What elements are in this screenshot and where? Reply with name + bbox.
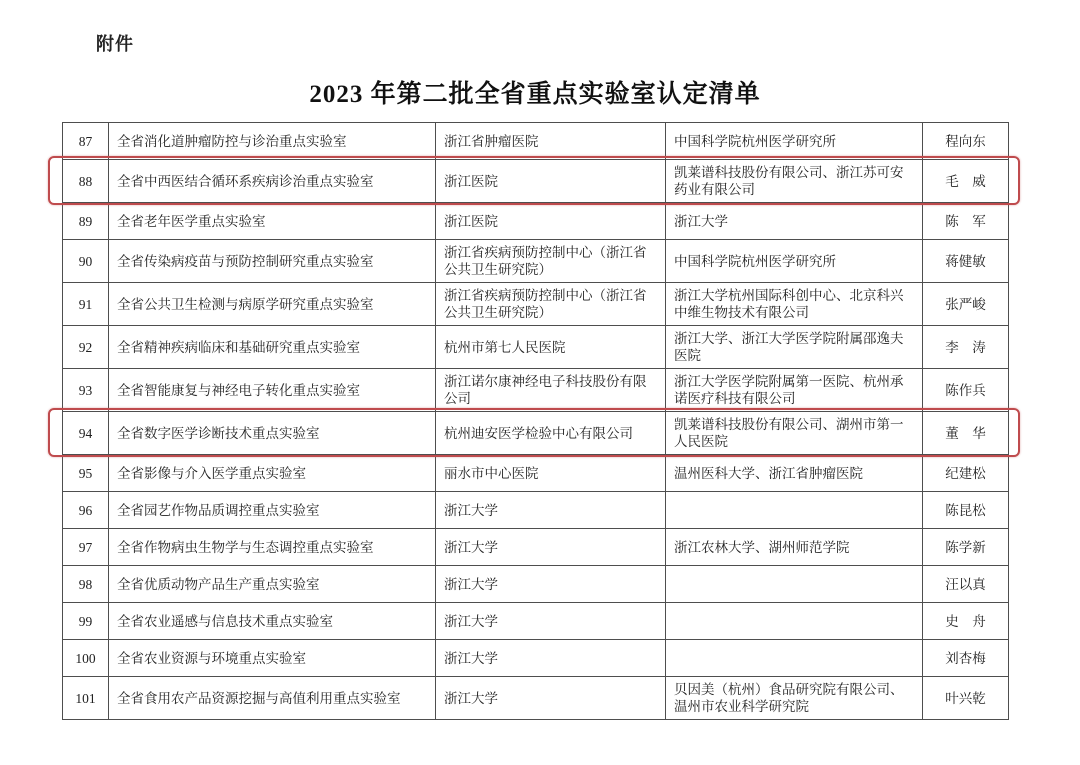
partner-institutions-cell: [666, 492, 923, 529]
table-row: [63, 203, 1009, 240]
table-row: [63, 283, 1009, 326]
table-row: [63, 492, 1009, 529]
lab-name-cell: 全省影像与介入医学重点实验室: [109, 455, 436, 492]
leader-name-cell: 陈学新: [923, 529, 1009, 566]
lab-name-cell: 全省食用农产品资源挖掘与高值利用重点实验室: [109, 677, 436, 720]
partner-institutions-cell: [666, 640, 923, 677]
row-number-cell: 95: [63, 455, 109, 492]
lab-table-wrap: [62, 122, 1008, 720]
partner-institutions-cell: [666, 603, 923, 640]
page-title: 2023 年第二批全省重点实验室认定清单: [309, 81, 761, 108]
row-number-cell: 91: [63, 283, 109, 326]
row-number-cell: 99: [63, 603, 109, 640]
host-institution-cell: 浙江医院: [436, 203, 666, 240]
row-number-cell: 93: [63, 369, 109, 412]
host-institution-cell: 浙江大学: [436, 603, 666, 640]
partner-institutions-cell: [666, 566, 923, 603]
table-row: [63, 603, 1009, 640]
lab-name-cell: 全省园艺作物品质调控重点实验室: [109, 492, 436, 529]
leader-name-cell: 纪建松: [923, 455, 1009, 492]
partner-institutions-cell: 中国科学院杭州医学研究所: [666, 123, 923, 160]
lab-name-cell: 全省农业资源与环境重点实验室: [109, 640, 436, 677]
leader-name-cell: 陈昆松: [923, 492, 1009, 529]
row-number-cell: 98: [63, 566, 109, 603]
host-institution-cell: 浙江诺尔康神经电子科技股份有限公司: [436, 369, 666, 412]
row-number-cell: 88: [63, 160, 109, 203]
lab-name-cell: 全省传染病疫苗与预防控制研究重点实验室: [109, 240, 436, 283]
host-institution-cell: 杭州市第七人民医院: [436, 326, 666, 369]
lab-name-cell: 全省农业遥感与信息技术重点实验室: [109, 603, 436, 640]
row-number-cell: 100: [63, 640, 109, 677]
leader-name-cell: 陈作兵: [923, 369, 1009, 412]
host-institution-cell: 浙江省疾病预防控制中心（浙江省公共卫生研究院）: [436, 283, 666, 326]
table-row: [63, 160, 1009, 203]
host-institution-cell: 浙江医院: [436, 160, 666, 203]
host-institution-cell: 丽水市中心医院: [436, 455, 666, 492]
lab-name-cell: 全省智能康复与神经电子转化重点实验室: [109, 369, 436, 412]
partner-institutions-cell: 凯莱谱科技股份有限公司、浙江苏可安药业有限公司: [666, 160, 923, 203]
lab-name-cell: 全省精神疾病临床和基础研究重点实验室: [109, 326, 436, 369]
partner-institutions-cell: 浙江大学、浙江大学医学院附属邵逸夫医院: [666, 326, 923, 369]
leader-name-cell: 刘杏梅: [923, 640, 1009, 677]
leader-name-cell: 陈 军: [923, 203, 1009, 240]
row-number-cell: 90: [63, 240, 109, 283]
host-institution-cell: 浙江省肿瘤医院: [436, 123, 666, 160]
attachment-label: 附件: [96, 34, 134, 54]
table-row: [63, 529, 1009, 566]
leader-name-cell: 董 华: [923, 412, 1009, 455]
row-number-cell: 101: [63, 677, 109, 720]
partner-institutions-cell: 凯莱谱科技股份有限公司、湖州市第一人民医院: [666, 412, 923, 455]
table-row: [63, 640, 1009, 677]
leader-name-cell: 程向东: [923, 123, 1009, 160]
row-number-cell: 89: [63, 203, 109, 240]
partner-institutions-cell: 浙江农林大学、湖州师范学院: [666, 529, 923, 566]
host-institution-cell: 浙江大学: [436, 529, 666, 566]
host-institution-cell: 浙江大学: [436, 492, 666, 529]
partner-institutions-cell: 温州医科大学、浙江省肿瘤医院: [666, 455, 923, 492]
row-number-cell: 94: [63, 412, 109, 455]
lab-name-cell: 全省消化道肿瘤防控与诊治重点实验室: [109, 123, 436, 160]
table-row: [63, 240, 1009, 283]
lab-name-cell: 全省作物病虫生物学与生态调控重点实验室: [109, 529, 436, 566]
table-row: [63, 123, 1009, 160]
partner-institutions-cell: 浙江大学杭州国际科创中心、北京科兴中维生物技术有限公司: [666, 283, 923, 326]
partner-institutions-cell: 贝因美（杭州）食品研究院有限公司、温州市农业科学研究院: [666, 677, 923, 720]
partner-institutions-cell: 浙江大学: [666, 203, 923, 240]
lab-name-cell: 全省数字医学诊断技术重点实验室: [109, 412, 436, 455]
table-row: [63, 455, 1009, 492]
lab-name-cell: 全省中西医结合循环系疾病诊治重点实验室: [109, 160, 436, 203]
leader-name-cell: 毛 威: [923, 160, 1009, 203]
row-number-cell: 92: [63, 326, 109, 369]
host-institution-cell: 浙江大学: [436, 640, 666, 677]
lab-name-cell: 全省公共卫生检测与病原学研究重点实验室: [109, 283, 436, 326]
partner-institutions-cell: 浙江大学医学院附属第一医院、杭州承诺医疗科技有限公司: [666, 369, 923, 412]
row-number-cell: 97: [63, 529, 109, 566]
lab-name-cell: 全省老年医学重点实验室: [109, 203, 436, 240]
host-institution-cell: 浙江大学: [436, 566, 666, 603]
host-institution-cell: 浙江大学: [436, 677, 666, 720]
lab-name-cell: 全省优质动物产品生产重点实验室: [109, 566, 436, 603]
leader-name-cell: 叶兴乾: [923, 677, 1009, 720]
leader-name-cell: 史 舟: [923, 603, 1009, 640]
partner-institutions-cell: 中国科学院杭州医学研究所: [666, 240, 923, 283]
host-institution-cell: 浙江省疾病预防控制中心（浙江省公共卫生研究院）: [436, 240, 666, 283]
leader-name-cell: 蒋健敏: [923, 240, 1009, 283]
table-row: [63, 566, 1009, 603]
leader-name-cell: 汪以真: [923, 566, 1009, 603]
table-row: [63, 412, 1009, 455]
lab-table: [62, 122, 1009, 720]
row-number-cell: 96: [63, 492, 109, 529]
row-number-cell: 87: [63, 123, 109, 160]
table-row: [63, 677, 1009, 720]
table-row: [63, 326, 1009, 369]
host-institution-cell: 杭州迪安医学检验中心有限公司: [436, 412, 666, 455]
table-row: [63, 369, 1009, 412]
leader-name-cell: 李 涛: [923, 326, 1009, 369]
leader-name-cell: 张严峻: [923, 283, 1009, 326]
